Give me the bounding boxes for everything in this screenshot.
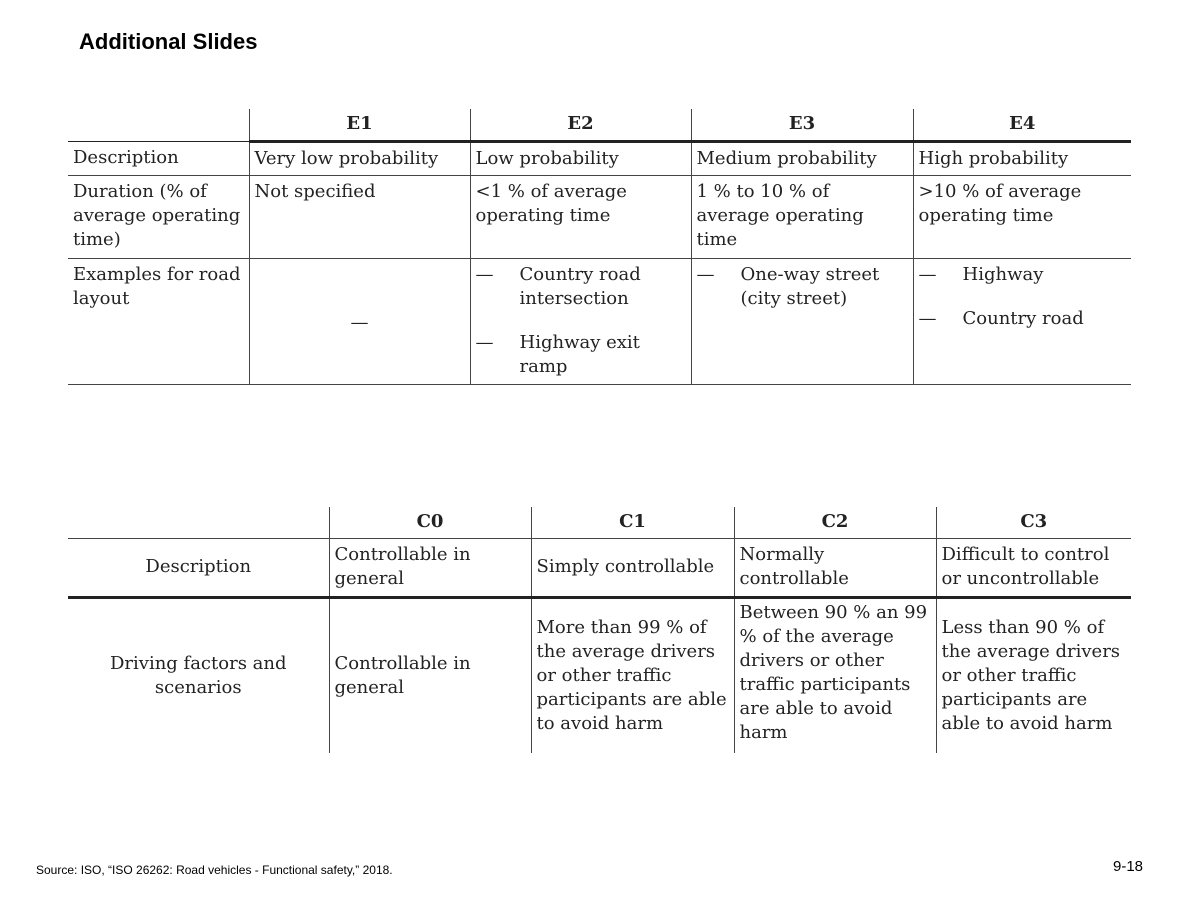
exposure-duration-label: Duration (% of average operating time) (68, 175, 249, 258)
exposure-examples-e1: — (249, 258, 470, 384)
exposure-duration-e2: <1 % of average operating time (470, 175, 691, 258)
controllability-driving-c2: Between 90 % an 99 % of the average drivers or other traffic participants are able to avoid harm (734, 597, 936, 753)
page-number: 9-18 (1113, 858, 1144, 875)
exposure-description-e4: High probability (913, 141, 1131, 175)
exposure-header-e1: E1 (249, 109, 470, 141)
exposure-table (68, 109, 1131, 385)
exposure-examples-e4 (913, 258, 1131, 384)
controllability-description-row (68, 538, 1131, 597)
list-item (476, 331, 686, 379)
list-item (919, 307, 1127, 331)
exposure-duration-row (68, 175, 1131, 258)
exposure-description-row (68, 141, 1131, 175)
dash-bullet: — (918, 307, 937, 329)
exposure-examples-label: Examples for road layout (68, 258, 249, 384)
controllability-description-c2: Normally controllable (734, 538, 936, 597)
source-citation: Source: ISO, “ISO 26262: Road vehicles - Functional safety,” 2018. (36, 863, 393, 877)
list-item-text: Country road intersection (519, 263, 641, 309)
controllability-header-row (68, 507, 1131, 538)
list-item (697, 263, 908, 311)
list-item-text: One-way street (city street) (740, 263, 880, 309)
list-item (476, 263, 686, 311)
controllability-driving-c3: Less than 90 % of the average drivers or other traffic participants are able to avoid harm (936, 597, 1131, 753)
controllability-header-c1: C1 (531, 507, 734, 538)
exposure-examples-e3 (691, 258, 913, 384)
list-item (919, 263, 1127, 287)
exposure-duration-e4: >10 % of average operating time (913, 175, 1131, 258)
controllability-header-blank (68, 507, 329, 538)
controllability-header-c0: C0 (329, 507, 531, 538)
exposure-description-e3: Medium probability (691, 141, 913, 175)
exposure-description-label: Description (68, 141, 249, 175)
controllability-description-c0: Controllable in general (329, 538, 531, 597)
exposure-header-e3: E3 (691, 109, 913, 141)
exposure-header-e4: E4 (913, 109, 1131, 141)
dash-bullet: — (475, 331, 494, 353)
list-item-text: Highway exit ramp (519, 331, 640, 377)
exposure-header-e2: E2 (470, 109, 691, 141)
controllability-driving-c1: More than 99 % of the average drivers or other traffic participants are able to avoid harm (531, 597, 734, 753)
exposure-header-row (68, 109, 1131, 141)
exposure-examples-row (68, 258, 1131, 384)
exposure-header-blank (68, 109, 249, 141)
dash-bullet: — (918, 263, 937, 285)
controllability-description-label: Description (68, 538, 329, 597)
controllability-driving-c0: Controllable in general (329, 597, 531, 753)
list-item-text: Country road (962, 307, 1084, 329)
exposure-description-e1: Very low probability (249, 141, 470, 175)
dash-bullet: — (475, 263, 494, 285)
controllability-description-c1: Simply controllable (531, 538, 734, 597)
controllability-header-c3: C3 (936, 507, 1131, 538)
controllability-driving-row (68, 597, 1131, 753)
list-item-text: Highway (962, 263, 1044, 285)
controllability-driving-label: Driving factors and scenarios (109, 652, 287, 698)
controllability-description-c3: Difficult to control or uncontrollable (936, 538, 1131, 597)
exposure-duration-e1: Not specified (249, 175, 470, 258)
slide-title: Additional Slides (79, 29, 258, 54)
exposure-examples-e2 (470, 258, 691, 384)
dash-bullet: — (696, 263, 715, 285)
controllability-table (68, 507, 1131, 753)
exposure-duration-e3: 1 % to 10 % of average operating time (691, 175, 913, 258)
controllability-header-c2: C2 (734, 507, 936, 538)
exposure-description-e2: Low probability (470, 141, 691, 175)
